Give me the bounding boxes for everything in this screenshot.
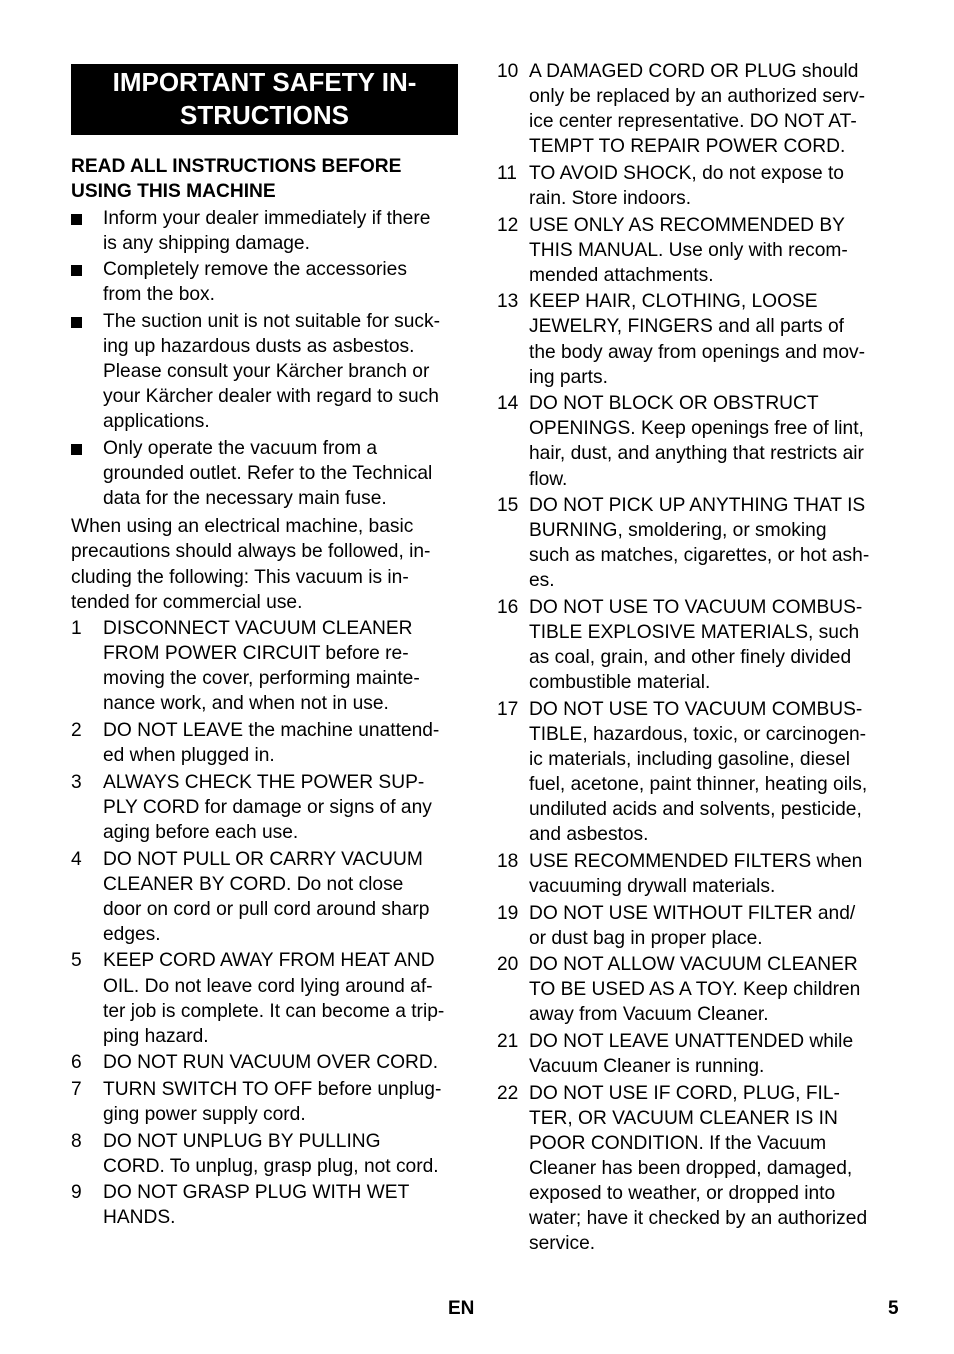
- item-number: 19: [497, 902, 519, 924]
- list-item: [497, 697, 889, 848]
- section-title-line: STRUCTIONS: [180, 100, 349, 130]
- text-line: cluding the following: This vacuum is in-: [71, 566, 409, 588]
- text-line: A DAMAGED CORD OR PLUG should: [529, 61, 859, 82]
- text-line: PLY CORD for damage or signs of any: [103, 796, 432, 818]
- text-line: is any shipping damage.: [103, 232, 310, 254]
- item-number: 17: [497, 698, 519, 720]
- text-line: service.: [529, 1233, 596, 1255]
- list-item: [497, 161, 889, 211]
- text-line: USE ONLY AS RECOMMENDED BY: [529, 214, 845, 236]
- text-line: from the box.: [103, 284, 215, 306]
- square-bullet-icon: [71, 444, 82, 455]
- text-line: exposed to weather, or dropped into: [529, 1183, 836, 1205]
- text-line: ing up hazardous dusts as asbestos.: [103, 336, 415, 358]
- text-line: the body away from openings and mov-: [529, 341, 865, 363]
- page-number: 5: [888, 1298, 899, 1319]
- text-line: or dust bag in proper place.: [529, 927, 763, 949]
- bullet-item: [71, 257, 461, 307]
- text-line: fuel, acetone, paint thinner, heating oils,: [529, 774, 868, 796]
- section-title-line: IMPORTANT SAFETY IN-: [112, 67, 417, 97]
- text-line: DO NOT UNPLUG BY PULLING: [103, 1130, 381, 1152]
- subheading-line: READ ALL INSTRUCTIONS BEFORE: [71, 156, 402, 177]
- intro-paragraph: [71, 514, 461, 614]
- text-line: CLEANER BY CORD. Do not close: [103, 873, 404, 895]
- text-line: Vacuum Cleaner is running.: [529, 1056, 765, 1078]
- text-line: edges.: [103, 923, 161, 945]
- right-flow: [497, 59, 889, 1258]
- list-item: [71, 718, 461, 768]
- footer-language: EN: [448, 1298, 475, 1319]
- list-item: [497, 849, 889, 899]
- text-line: DISCONNECT VACUUM CLEANER: [103, 618, 413, 640]
- square-bullet-icon: [71, 265, 82, 276]
- text-line: your Kärcher dealer with regard to such: [103, 386, 439, 408]
- text-line: ed when plugged in.: [103, 745, 275, 767]
- text-line: ter job is complete. It can become a trip-: [103, 1000, 445, 1022]
- text-line: POOR CONDITION. If the Vacuum: [529, 1132, 827, 1154]
- list-item: [497, 493, 889, 593]
- text-line: KEEP HAIR, CLOTHING, LOOSE: [529, 291, 818, 313]
- list-item: [71, 1180, 461, 1230]
- text-line: DO NOT USE WITHOUT FILTER and/: [529, 902, 856, 924]
- text-line: only be replaced by an authorized serv-: [529, 86, 865, 108]
- item-number: 2: [71, 720, 82, 742]
- text-line: DO NOT PICK UP ANYTHING THAT IS: [529, 495, 866, 517]
- numbered-list-left: [71, 616, 461, 1230]
- text-line: hair, dust, and anything that restricts air: [529, 443, 864, 465]
- item-number: 16: [497, 596, 519, 618]
- text-line: TIBLE, hazardous, toxic, or carcinogen-: [529, 723, 867, 745]
- numbered-list-right: [497, 59, 889, 1256]
- bullet-item: [71, 206, 461, 256]
- list-item: [497, 595, 889, 695]
- text-line: precautions should always be followed, in-: [71, 541, 431, 563]
- text-line: DO NOT RUN VACUUM OVER CORD.: [103, 1052, 439, 1074]
- list-item: [71, 847, 461, 947]
- text-line: ging power supply cord.: [103, 1103, 306, 1125]
- text-line: Only operate the vacuum from a: [103, 438, 378, 460]
- item-number: 21: [497, 1031, 519, 1053]
- list-item: [497, 1081, 889, 1257]
- square-bullet-icon: [71, 317, 82, 328]
- section-title: [71, 64, 458, 135]
- square-bullet-icon: [71, 214, 82, 225]
- item-number: 3: [71, 771, 82, 793]
- text-line: DO NOT USE IF CORD, PLUG, FIL-: [529, 1082, 840, 1104]
- text-line: undiluted acids and solvents, pesticide,: [529, 799, 862, 821]
- text-line: ing parts.: [529, 366, 608, 388]
- text-line: Cleaner has been dropped, damaged,: [529, 1158, 853, 1180]
- text-line: DO NOT ALLOW VACUUM CLEANER: [529, 954, 858, 976]
- text-line: JEWELRY, FINGERS and all parts of: [529, 316, 844, 338]
- text-line: water; have it checked by an authorized: [529, 1208, 868, 1230]
- item-number: 8: [71, 1130, 82, 1152]
- text-line: as coal, grain, and other finely divided: [529, 647, 852, 669]
- list-item: [497, 59, 889, 159]
- item-number: 18: [497, 850, 519, 872]
- text-line: DO NOT LEAVE UNATTENDED while: [529, 1031, 854, 1053]
- item-number: 12: [497, 214, 519, 236]
- text-line: The suction unit is not suitable for suck-: [103, 311, 441, 333]
- text-line: applications.: [103, 411, 210, 433]
- bullet-item: [71, 436, 461, 511]
- item-number: 4: [71, 848, 82, 870]
- text-line: grounded outlet. Refer to the Technical: [103, 463, 433, 485]
- text-line: FROM POWER CIRCUIT before re-: [103, 643, 409, 665]
- text-line: DO NOT BLOCK OR OBSTRUCT: [529, 393, 819, 415]
- text-line: data for the necessary main fuse.: [103, 488, 387, 510]
- list-item: [71, 1129, 461, 1179]
- text-line: aging before each use.: [103, 821, 299, 843]
- text-line: BURNING, smoldering, or smoking: [529, 520, 827, 542]
- text-line: HANDS.: [103, 1207, 176, 1229]
- text-line: DO NOT USE TO VACUUM COMBUS-: [529, 596, 863, 618]
- text-line: USE RECOMMENDED FILTERS when: [529, 850, 863, 872]
- text-line: Completely remove the accessories: [103, 259, 407, 281]
- text-line: vacuuming drywall materials.: [529, 876, 776, 897]
- list-item: [497, 1029, 889, 1079]
- item-number: 20: [497, 954, 519, 976]
- text-line: TIBLE EXPLOSIVE MATERIALS, such: [529, 622, 860, 644]
- item-number: 11: [497, 162, 517, 184]
- bullet-item: [71, 309, 461, 434]
- text-line: TO AVOID SHOCK, do not expose to: [529, 162, 844, 184]
- text-line: away from Vacuum Cleaner.: [529, 1004, 769, 1026]
- subheading-line: USING THIS MACHINE: [71, 181, 276, 203]
- text-line: such as matches, cigarettes, or hot ash-: [529, 545, 870, 567]
- text-line: ic materials, including gasoline, diesel: [529, 749, 851, 771]
- text-line: Inform your dealer immediately if there: [103, 207, 431, 229]
- text-line: OIL. Do not leave cord lying around af-: [103, 975, 433, 997]
- list-item: [71, 1050, 461, 1075]
- text-line: When using an electrical machine, basic: [71, 516, 414, 538]
- item-number: 6: [71, 1052, 82, 1074]
- text-line: rain. Store indoors.: [529, 187, 692, 209]
- subheading: [71, 154, 461, 204]
- item-number: 1: [71, 618, 82, 640]
- list-item: [71, 616, 461, 716]
- list-item: [497, 213, 889, 288]
- text-line: moving the cover, performing mainte-: [103, 668, 420, 690]
- list-item: [497, 901, 889, 951]
- list-item: [497, 952, 889, 1027]
- text-line: and asbestos.: [529, 824, 649, 846]
- text-line: DO NOT USE TO VACUUM COMBUS-: [529, 698, 863, 720]
- text-line: TURN SWITCH TO OFF before unplug-: [103, 1078, 442, 1100]
- text-line: combustible material.: [529, 672, 711, 694]
- text-line: es.: [529, 570, 555, 592]
- text-line: TEMPT TO REPAIR POWER CORD.: [529, 136, 846, 158]
- text-line: ice center representative. DO NOT AT-: [529, 111, 857, 133]
- item-number: 13: [497, 291, 519, 313]
- bullet-list: [71, 206, 461, 512]
- text-line: Please consult your Kärcher branch or: [103, 361, 430, 383]
- text-line: flow.: [529, 468, 568, 490]
- item-number: 10: [497, 61, 519, 82]
- text-line: CORD. To unplug, grasp plug, not cord.: [103, 1155, 439, 1177]
- item-number: 22: [497, 1082, 519, 1104]
- item-number: 9: [71, 1182, 82, 1204]
- text-line: DO NOT LEAVE the machine unattend-: [103, 720, 440, 742]
- text-line: mended attachments.: [529, 264, 714, 286]
- text-line: nance work, and when not in use.: [103, 693, 389, 715]
- text-line: DO NOT PULL OR CARRY VACUUM: [103, 848, 423, 870]
- list-item: [497, 289, 889, 389]
- item-number: 7: [71, 1078, 82, 1100]
- text-line: THIS MANUAL. Use only with recom-: [529, 239, 848, 261]
- text-line: ping hazard.: [103, 1025, 209, 1047]
- item-number: 15: [497, 495, 519, 517]
- item-number: 14: [497, 393, 519, 415]
- text-line: tended for commercial use.: [71, 591, 303, 613]
- left-flow: [71, 154, 461, 1230]
- list-item: [71, 1077, 461, 1127]
- text-line: OPENINGS. Keep openings free of lint,: [529, 418, 864, 440]
- text-line: ALWAYS CHECK THE POWER SUP-: [103, 771, 425, 793]
- list-item: [71, 770, 461, 845]
- text-line: door on cord or pull cord around sharp: [103, 898, 430, 920]
- text-line: KEEP CORD AWAY FROM HEAT AND: [103, 950, 435, 972]
- list-item: [71, 948, 461, 1048]
- text-line: TO BE USED AS A TOY. Keep children: [529, 979, 861, 1001]
- text-line: TER, OR VACUUM CLEANER IS IN: [529, 1107, 838, 1129]
- item-number: 5: [71, 950, 82, 972]
- list-item: [497, 391, 889, 491]
- text-line: DO NOT GRASP PLUG WITH WET: [103, 1182, 410, 1204]
